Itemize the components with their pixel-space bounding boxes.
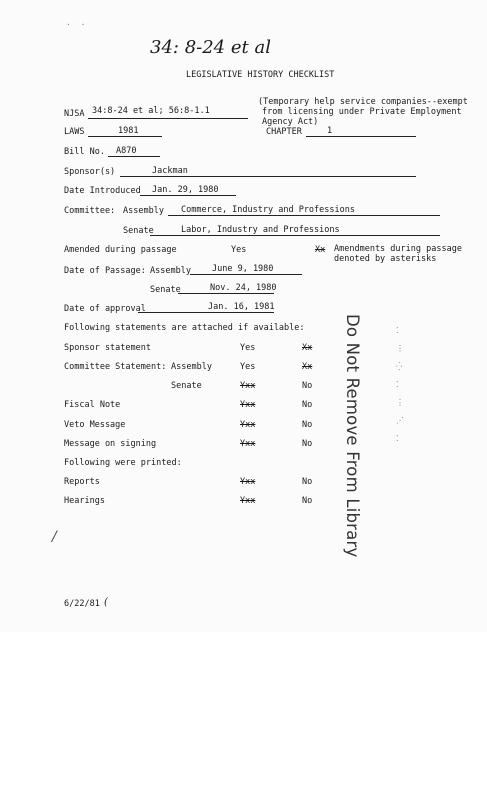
description-line-1: (Temporary help service companies--exempt xyxy=(258,97,468,107)
attached-sponsor-yes: Yes xyxy=(240,343,256,353)
laws-value: 1981 xyxy=(118,126,139,136)
passage-senate-underline xyxy=(178,293,274,294)
amended-note-1: Amendments during passage xyxy=(334,244,462,254)
sponsor-underline xyxy=(120,176,416,177)
date-of-passage-label: Date of Passage: xyxy=(64,266,146,276)
committee-senate-value: Labor, Industry and Professions xyxy=(181,225,340,235)
passage-assembly-underline xyxy=(190,274,302,275)
committee-senate-underline xyxy=(150,235,440,236)
description-line-3: Agency Act) xyxy=(262,117,319,127)
approval-value: Jan. 16, 1981 xyxy=(208,302,275,312)
committee-senate-label: Senate xyxy=(123,226,154,236)
description-line-2: from licensing under Private Employment xyxy=(262,107,462,117)
passage-assembly-value: June 9, 1980 xyxy=(212,264,274,274)
passage-assembly-label: Assembly xyxy=(150,266,191,276)
sponsor-label: Sponsor(s) xyxy=(64,167,116,177)
veto-message-no: No xyxy=(302,420,313,430)
amended-label: Amended during passage xyxy=(64,245,177,255)
attached-committee-assembly-no: Xx xyxy=(302,362,313,372)
passage-senate-label: Senate xyxy=(150,285,181,295)
committee-label: Committee: xyxy=(64,206,116,216)
date-introduced-underline xyxy=(140,195,236,196)
attached-committee-senate-no: No xyxy=(302,381,313,391)
fiscal-note-no: No xyxy=(302,400,313,410)
attached-committee-assembly: Assembly xyxy=(171,362,212,372)
handwritten-header: 34: 8-24 et al xyxy=(150,37,271,58)
do-not-remove-stamp: Do Not Remove From Library xyxy=(343,314,362,558)
amended-note-2: denoted by asterisks xyxy=(334,254,437,264)
attached-committee-label: Committee Statement: xyxy=(64,362,167,372)
hearings-no: No xyxy=(302,496,313,506)
veto-message-yes: Yxx xyxy=(240,420,256,430)
bill-underline xyxy=(108,156,160,157)
page-title: LEGISLATIVE HISTORY CHECKLIST xyxy=(186,70,335,80)
njsa-underline xyxy=(88,118,248,119)
date-introduced-label: Date Introduced xyxy=(64,186,141,196)
message-on-signing-no: No xyxy=(302,439,313,449)
attached-committee-senate-yes: Yxx xyxy=(240,381,256,391)
chapter-value: 1 xyxy=(327,126,333,136)
stamp-speckles: ⁚ ⋮ ⁛ ⁚ ⋮ ⋰ ⁚ xyxy=(396,326,404,443)
sponsor-value: Jackman xyxy=(152,166,188,176)
laws-label: LAWS xyxy=(64,127,85,137)
njsa-label: NJSA xyxy=(64,109,85,119)
attached-sponsor-no: Xx xyxy=(302,343,313,353)
committee-assembly-value: Commerce, Industry and Professions xyxy=(181,205,355,215)
approval-underline xyxy=(138,312,274,313)
laws-underline xyxy=(88,136,162,137)
scan-speckles: · · xyxy=(66,20,86,29)
attached-committee-assembly-yes: Yes xyxy=(240,362,256,372)
reports-label: Reports xyxy=(64,477,100,487)
attached-heading: Following statements are attached if available: xyxy=(64,323,305,333)
amended-no-struck: Xx xyxy=(315,245,326,255)
hearings-label: Hearings xyxy=(64,496,105,506)
footer-date: 6/22/81 xyxy=(64,599,100,609)
bill-value: A870 xyxy=(116,146,137,156)
committee-assembly-label: Assembly xyxy=(123,206,164,216)
footer-mark: ( xyxy=(104,597,108,608)
hearings-yes: Yxx xyxy=(240,496,256,506)
date-introduced-value: Jan. 29, 1980 xyxy=(152,185,219,195)
passage-senate-value: Nov. 24, 1980 xyxy=(210,283,277,293)
njsa-value: 34:8-24 et al; 56:8-1.1 xyxy=(92,106,210,116)
fiscal-note-label: Fiscal Note xyxy=(64,400,121,410)
veto-message-label: Veto Message xyxy=(64,420,126,430)
committee-assembly-underline xyxy=(168,215,440,216)
bill-label: Bill No. xyxy=(64,147,105,157)
attached-committee-senate: Senate xyxy=(171,381,202,391)
reports-no: No xyxy=(302,477,313,487)
attached-sponsor-label: Sponsor statement xyxy=(64,343,151,353)
approval-label: Date of approval xyxy=(64,304,146,314)
chapter-label: CHAPTER xyxy=(266,127,302,137)
amended-yes: Yes xyxy=(231,245,247,255)
chapter-underline xyxy=(306,136,416,137)
fiscal-note-yes: Yxx xyxy=(240,400,256,410)
message-on-signing-yes: Yxx xyxy=(240,439,256,449)
message-on-signing-label: Message on signing xyxy=(64,439,157,449)
reports-yes: Yxx xyxy=(240,477,256,487)
printed-heading: Following were printed: xyxy=(64,458,182,468)
margin-mark: / xyxy=(52,529,57,545)
